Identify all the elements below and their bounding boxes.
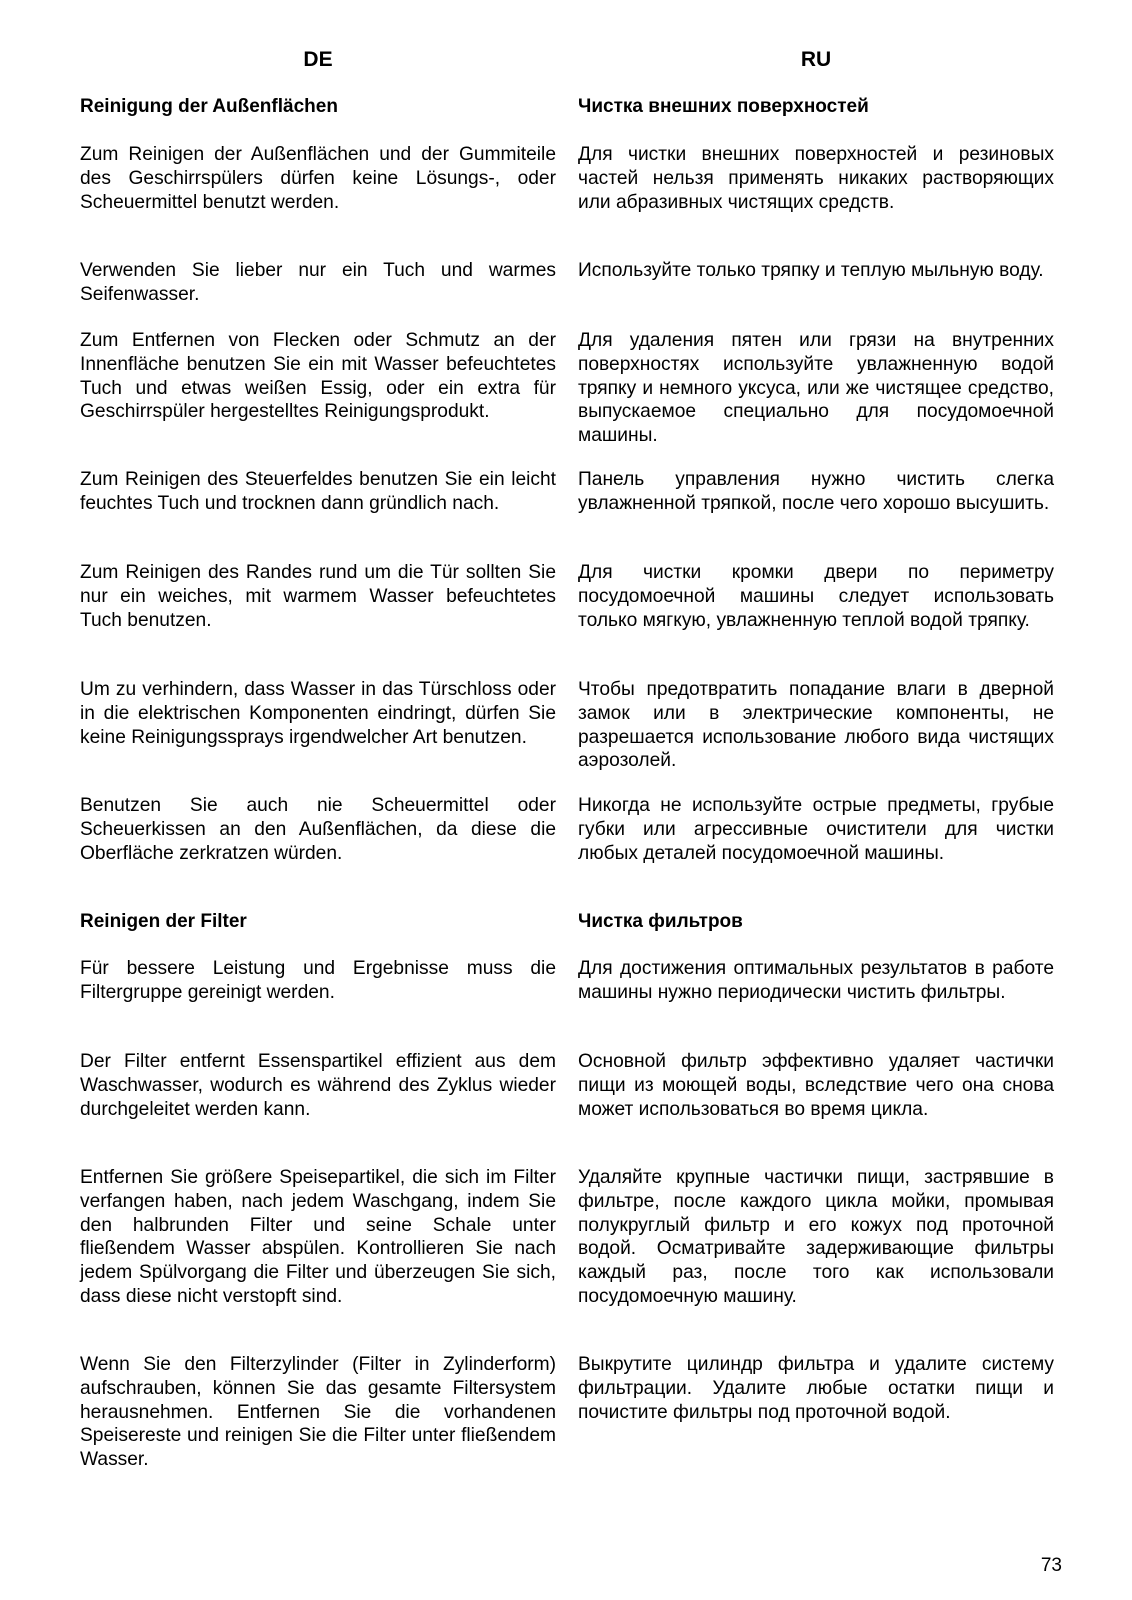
paragraph-ru-1-1: Для чистки внешних поверхностей и резиновых частей нельзя применять никаких растворяющих или абразивных чистящих средств. bbox=[578, 144, 1054, 213]
paragraph-ru-1-4: Панель управления нужно чистить слегка увлажненной тряпкой, после чего хорошо высушить. bbox=[578, 469, 1054, 514]
section-heading-exterior-cleaning-ru: Чистка внешних поверхностей bbox=[578, 96, 869, 117]
paragraph-de-2-3: Entfernen Sie größere Speisepartikel, die sich im Filter verfangen haben, nach jedem Waschgang, indem Sie den halbrunden Filter und seine Schale unter fließendem Wasser abspülen. Kontrollieren Sie nach jedem Spülvorgang die Filter und überzeugen Sie sich, dass diese nicht verstopft sind. bbox=[80, 1167, 556, 1307]
section-heading-exterior-cleaning-de: Reinigung der Außenflächen bbox=[80, 96, 338, 117]
language-label-ru: RU bbox=[800, 48, 832, 71]
paragraph-de-1-3: Zum Entfernen von Flecken oder Schmutz an der Innenfläche benutzen Sie ein mit Wasser befeuchtetes Tuch und etwas weißen Essig, oder ein extra für Geschirrspüler hergestelltes Reinigungsprodukt. bbox=[80, 330, 556, 423]
paragraph-ru-1-6: Чтобы предотвратить попадание влаги в дверной замок или в электрические компоненты, не разрешается использование любого вида чистящих аэрозолей. bbox=[578, 679, 1054, 772]
paragraph-de-1-5: Zum Reinigen des Randes rund um die Tür sollten Sie nur ein weiches, mit warmem Wasser befeuchtetes Tuch benutzen. bbox=[80, 562, 556, 631]
paragraph-ru-2-4: Выкрутите цилиндр фильтра и удалите систему фильтрации. Удалите любые остатки пищи и почистите фильтры под проточной водой. bbox=[578, 1354, 1054, 1423]
paragraph-de-2-1: Für bessere Leistung und Ergebnisse muss die Filtergruppe gereinigt werden. bbox=[80, 958, 556, 1003]
paragraph-ru-1-5: Для чистки кромки двери по периметру посудомоечной машины следует использовать только мягкую, увлажненную теплой водой тряпку. bbox=[578, 562, 1054, 631]
section-heading-filter-cleaning-de: Reinigen der Filter bbox=[80, 911, 247, 932]
section-heading-filter-cleaning-ru: Чистка фильтров bbox=[578, 911, 743, 932]
paragraph-de-1-4: Zum Reinigen des Steuerfeldes benutzen Sie ein leicht feuchtes Tuch und trocknen dann gründlich nach. bbox=[80, 469, 556, 514]
paragraph-ru-2-1: Для достижения оптимальных результатов в работе машины нужно периодически чистить фильтры. bbox=[578, 958, 1054, 1003]
paragraph-de-1-6: Um zu verhindern, dass Wasser in das Türschloss oder in die elektrischen Komponenten eindringt, dürfen Sie keine Reinigungssprays irgendwelcher Art benutzen. bbox=[80, 679, 556, 748]
paragraph-ru-2-2: Основной фильтр эффективно удаляет частички пищи из моющей воды, вследствие чего она снова может использоваться во время цикла. bbox=[578, 1051, 1054, 1120]
paragraph-de-1-1: Zum Reinigen der Außenflächen und der Gummiteile des Geschirrspülers dürfen keine Lösungs-, oder Scheuermittel benutzt werden. bbox=[80, 144, 556, 213]
paragraph-ru-2-3: Удаляйте крупные частички пищи, застрявшие в фильтре, после каждого цикла мойки, промывая полукруглый фильтр и его кожух под проточной водой. Осматривайте задерживающие фильтры каждый раз, после того как использовали посудомоечную машину. bbox=[578, 1167, 1054, 1307]
paragraph-de-1-7: Benutzen Sie auch nie Scheuermittel oder Scheuerkissen an den Außenflächen, da diese die Oberfläche zerkratzen würden. bbox=[80, 795, 556, 864]
paragraph-de-1-2: Verwenden Sie lieber nur ein Tuch und warmes Seifenwasser. bbox=[80, 260, 556, 305]
paragraph-ru-1-3: Для удаления пятен или грязи на внутренних поверхностях используйте увлажненную водой тряпку и немного уксуса, или же чистящее средство, выпускаемое специально для посудомоечной машины. bbox=[578, 330, 1054, 447]
language-label-de: DE bbox=[303, 48, 333, 71]
paragraph-ru-1-7: Никогда не используйте острые предметы, грубые губки или агрессивные очистители для чистки любых деталей посудомоечной машины. bbox=[578, 795, 1054, 864]
paragraph-de-2-4: Wenn Sie den Filterzylinder (Filter in Zylinderform) aufschrauben, können Sie das gesamte Filtersystem herausnehmen. Entfernen Sie die vorhandenen Speisereste und reinigen Sie die Filter unter fließendem Wasser. bbox=[80, 1354, 556, 1471]
paragraph-de-2-2: Der Filter entfernt Essenspartikel effizient aus dem Waschwasser, wodurch es während des Zyklus wieder durchgeleitet werden kann. bbox=[80, 1051, 556, 1120]
paragraph-ru-1-2: Используйте только тряпку и теплую мыльную воду. bbox=[578, 260, 1044, 281]
page-number: 73 bbox=[1040, 1555, 1062, 1576]
